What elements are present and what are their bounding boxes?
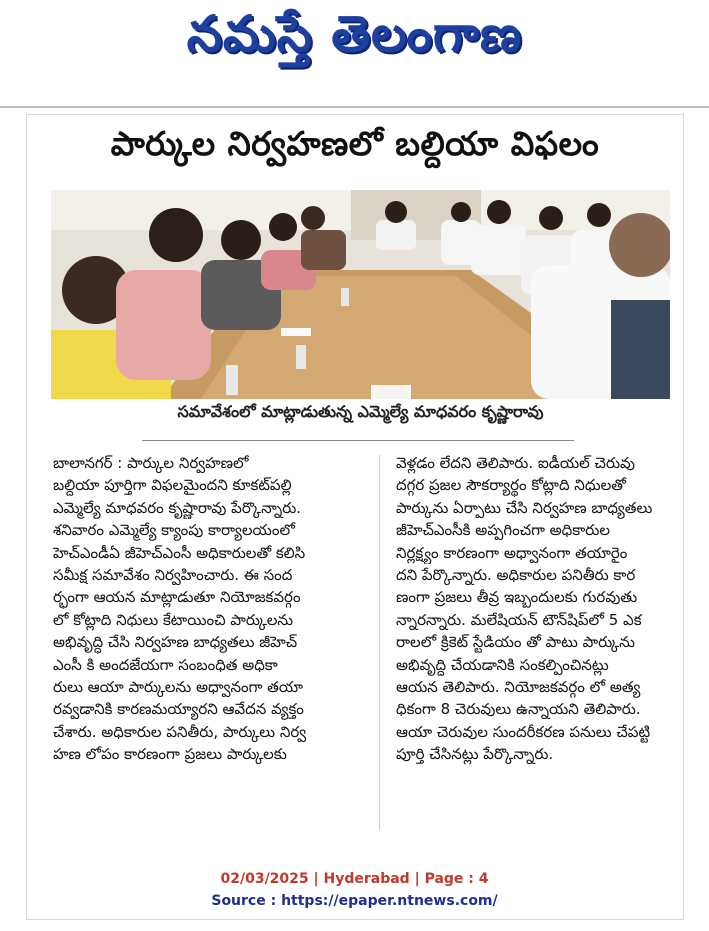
source-link[interactable]: Source : https://epaper.ntnews.com/ [211,893,498,909]
body-line: పూర్తి చేసినట్లు పేర్కొన్నారు. [396,745,554,764]
body-line: హెచ్‌ఎండీఏ జీహెచ్‌ఎంసీ అధికారులతో కలిసి [53,543,306,562]
photo-caption: సమావేశంలో మాట్లాడుతున్న ఎమ్మెల్యే మాధవరం కృష్ణారావు [177,402,544,421]
body-line: బల్దియా పూర్తిగా విఫలమైందని కూకట్‌పల్లి [53,476,292,495]
body-line: దని పేర్కొన్నారు. అధికారుల పనితీరు కార [396,566,636,585]
body-line: ణంగా ప్రజలు తీవ్ర ఇబ్బందులకు గురవుతు [396,588,638,607]
body-line: చేశారు. అధికారుల పనితీరు, పార్కులు నిర్వ [53,722,307,741]
body-line: శనివారం ఎమ్మెల్యే క్యాంపు కార్యాలయంలో [53,521,295,540]
body-line: రులు ఆయా పార్కులను అధ్వానంగా తయా [53,678,303,697]
body-line: హణ లోపం కారణంగా ప్రజలు పార్కులకు [53,745,287,764]
body-line: అభివృద్ధి చేయడానికి సంకల్పించినట్లు [396,655,609,674]
body-line: న్నారన్నారు. మలేషియన్ టౌన్‌షిప్‌లో 5 ఎక [396,610,642,629]
article-body-right-column [396,452,678,766]
body-line: ఆయన తెలిపారు. నియోజకవర్గం లో అత్య [396,678,641,697]
article-photo [51,190,670,399]
body-line: లో కోట్లాది నిధులు కేటాయించి పార్కులను [53,610,294,629]
body-line: పార్కును ఏర్పాటు చేసి నిర్వహణ బాధ్యతలు [396,498,653,517]
masthead [0,0,709,80]
body-line: ధికంగా 8 చెరువులు ఉన్నాయని తెలిపారు. [396,700,641,719]
meeting-room-illustration [51,190,670,399]
body-line: ఆయా చెరువుల సుందరీకరణ పనులు చేపట్టి [396,722,651,741]
body-line: బాలానగర్ : పార్కుల నిర్వహణలో [53,454,249,472]
article-body-left-column [53,452,363,766]
body-line: అభివృద్ధి చేసి నిర్వహణ బాధ్యతలు జీహెచ్ [53,633,298,652]
column-divider [379,455,380,830]
body-line: సమీక్ష సమావేశం నిర్వహించారు. ఈ సంద [53,566,293,585]
caption-divider [142,440,574,441]
body-line: వెళ్లడం లేదని తెలిపారు. ఐడీయల్ చెరువు [396,454,636,472]
body-line: రవ్వడానికి కారణమయ్యారని ఆవేదన వ్యక్తం [53,700,304,719]
body-line: దగ్గర ప్రజల సౌకర్యార్థం కోట్లాది నిధులతో [396,476,626,495]
body-line: ఎమ్మెల్యే మాధవరం కృష్ణారావు పేర్కొన్నారు. [53,498,302,517]
masthead-divider [0,106,709,108]
body-line: రాలలో క్రికెట్ స్టేడియం తో పాటు పార్కును [396,633,635,652]
body-line: ర్భంగా ఆయన మాట్లాడుతూ నియోజకవర్గం [53,588,301,607]
body-line: నిర్లక్ష్యం కారణంగా అధ్వానంగా తయారైం [396,543,628,562]
article-headline: పార్కుల నిర్వహణలో బల్దియా విఫలం [110,124,600,163]
newspaper-logo: నమస్తే తెలంగాణ [186,4,523,63]
publication-dateline: 02/03/2025 | Hyderabad | Page : 4 [220,871,489,887]
body-line: ఎంసీ కి అందజేయగా సంబంధిత అధికా [53,655,278,674]
body-line: జీహెచ్‌ఎంసీకి అప్పగించగా అధికారుల [396,521,611,540]
